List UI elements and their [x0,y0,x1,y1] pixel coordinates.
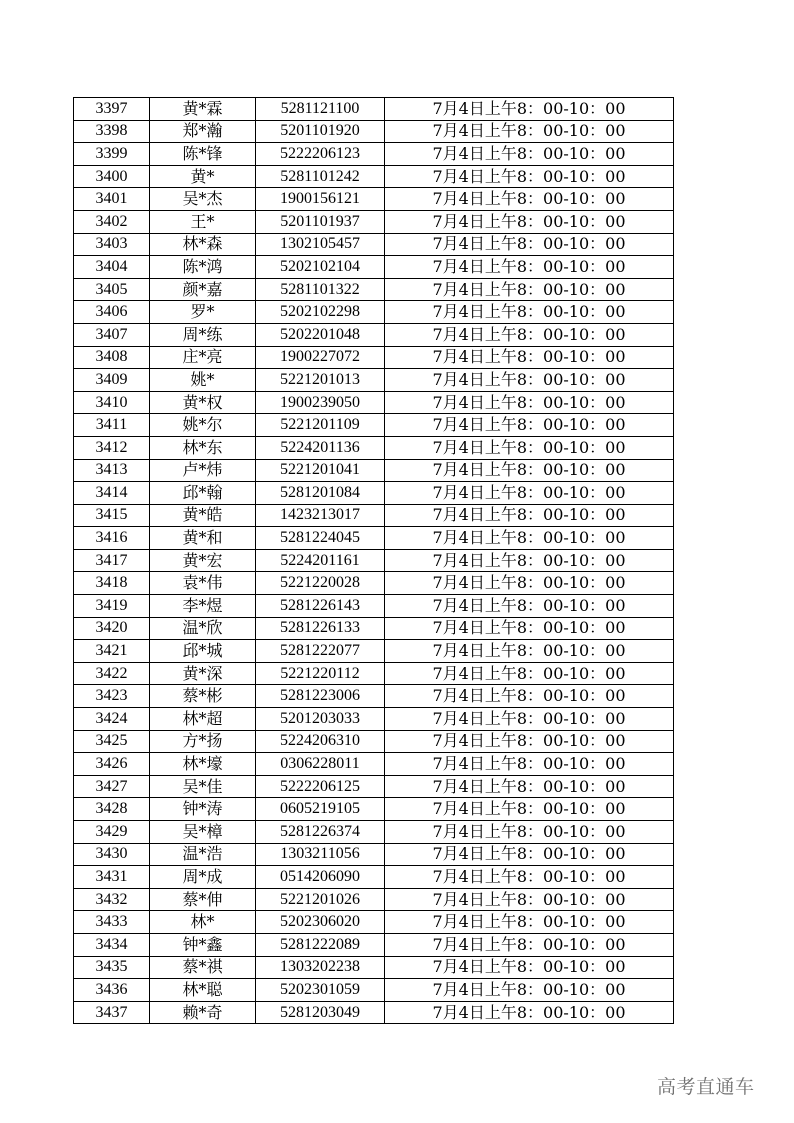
exam-time-cell: 7月4日上午8：00-10：00 [385,391,674,414]
table-row [74,933,674,956]
exam-time-cell: 7月4日上午8：00-10：00 [385,956,674,979]
row-number-cell: 3402 [74,210,150,233]
row-number-cell: 3414 [74,482,150,505]
exam-schedule-table [73,97,674,1024]
row-number-cell: 3422 [74,662,150,685]
name-cell: 黄*宏 [150,549,256,572]
exam-time-cell: 7月4日上午8：00-10：00 [385,210,674,233]
row-number-cell: 3437 [74,1001,150,1024]
row-number-cell: 3403 [74,233,150,256]
table-row [74,843,674,866]
table-row [74,730,674,753]
name-cell: 林*森 [150,233,256,256]
exam-time-cell: 7月4日上午8：00-10：00 [385,98,674,121]
row-number-cell: 3412 [74,436,150,459]
exam-time-cell: 7月4日上午8：00-10：00 [385,120,674,143]
row-number-cell: 3421 [74,640,150,663]
exam-time-cell: 7月4日上午8：00-10：00 [385,933,674,956]
table-row [74,866,674,889]
name-cell: 王* [150,210,256,233]
exam-time-cell: 7月4日上午8：00-10：00 [385,888,674,911]
id-cell: 5202301059 [256,979,385,1002]
id-cell: 1303211056 [256,843,385,866]
exam-time-cell: 7月4日上午8：00-10：00 [385,143,674,166]
exam-time-cell: 7月4日上午8：00-10：00 [385,414,674,437]
row-number-cell: 3409 [74,369,150,392]
exam-time-cell: 7月4日上午8：00-10：00 [385,595,674,618]
id-cell: 5224206310 [256,730,385,753]
name-cell: 颜*嘉 [150,278,256,301]
row-number-cell: 3434 [74,933,150,956]
exam-time-cell: 7月4日上午8：00-10：00 [385,482,674,505]
name-cell: 陈*锋 [150,143,256,166]
table-row [74,188,674,211]
table-row [74,346,674,369]
name-cell: 蔡*伸 [150,888,256,911]
name-cell: 郑*瀚 [150,120,256,143]
id-cell: 5201101920 [256,120,385,143]
table-row [74,165,674,188]
row-number-cell: 3399 [74,143,150,166]
name-cell: 吴*佳 [150,775,256,798]
name-cell: 黄*和 [150,527,256,550]
table-row [74,979,674,1002]
name-cell: 赖*奇 [150,1001,256,1024]
table-row [74,436,674,459]
id-cell: 5201101937 [256,210,385,233]
exam-time-cell: 7月4日上午8：00-10：00 [385,798,674,821]
table-row [74,662,674,685]
row-number-cell: 3426 [74,753,150,776]
id-cell: 5281223006 [256,685,385,708]
row-number-cell: 3420 [74,617,150,640]
row-number-cell: 3415 [74,504,150,527]
table-row [74,595,674,618]
table-row [74,549,674,572]
table-row [74,256,674,279]
name-cell: 陈*鸿 [150,256,256,279]
row-number-cell: 3423 [74,685,150,708]
row-number-cell: 3408 [74,346,150,369]
row-number-cell: 3436 [74,979,150,1002]
row-number-cell: 3398 [74,120,150,143]
table-row [74,888,674,911]
exam-time-cell: 7月4日上午8：00-10：00 [385,369,674,392]
id-cell: 5281101322 [256,278,385,301]
name-cell: 钟*鑫 [150,933,256,956]
table-row [74,911,674,934]
table-row [74,210,674,233]
name-cell: 姚*尔 [150,414,256,437]
name-cell: 吴*杰 [150,188,256,211]
exam-time-cell: 7月4日上午8：00-10：00 [385,527,674,550]
name-cell: 姚* [150,369,256,392]
exam-time-cell: 7月4日上午8：00-10：00 [385,911,674,934]
row-number-cell: 3429 [74,821,150,844]
exam-time-cell: 7月4日上午8：00-10：00 [385,504,674,527]
name-cell: 邱*翰 [150,482,256,505]
id-cell: 1423213017 [256,504,385,527]
table-row [74,617,674,640]
id-cell: 5281224045 [256,527,385,550]
id-cell: 0514206090 [256,866,385,889]
row-number-cell: 3411 [74,414,150,437]
row-number-cell: 3400 [74,165,150,188]
table-row [74,369,674,392]
name-cell: 林*聪 [150,979,256,1002]
exam-time-cell: 7月4日上午8：00-10：00 [385,617,674,640]
table-row [74,798,674,821]
id-cell: 5221220028 [256,572,385,595]
id-cell: 5281121100 [256,98,385,121]
name-cell: 卢*炜 [150,459,256,482]
exam-time-cell: 7月4日上午8：00-10：00 [385,708,674,731]
name-cell: 周*成 [150,866,256,889]
exam-time-cell: 7月4日上午8：00-10：00 [385,775,674,798]
exam-time-cell: 7月4日上午8：00-10：00 [385,640,674,663]
row-number-cell: 3419 [74,595,150,618]
row-number-cell: 3424 [74,708,150,731]
table-row [74,821,674,844]
table-row [74,323,674,346]
id-cell: 5202102104 [256,256,385,279]
name-cell: 林*东 [150,436,256,459]
id-cell: 0605219105 [256,798,385,821]
table-row [74,391,674,414]
row-number-cell: 3418 [74,572,150,595]
name-cell: 黄*霖 [150,98,256,121]
id-cell: 5281226143 [256,595,385,618]
row-number-cell: 3430 [74,843,150,866]
row-number-cell: 3401 [74,188,150,211]
name-cell: 邱*城 [150,640,256,663]
name-cell: 李*煜 [150,595,256,618]
exam-time-cell: 7月4日上午8：00-10：00 [385,662,674,685]
table-row [74,301,674,324]
table-row [74,98,674,121]
row-number-cell: 3427 [74,775,150,798]
id-cell: 5222206123 [256,143,385,166]
exam-time-cell: 7月4日上午8：00-10：00 [385,685,674,708]
exam-time-cell: 7月4日上午8：00-10：00 [385,549,674,572]
name-cell: 林*超 [150,708,256,731]
exam-time-cell: 7月4日上午8：00-10：00 [385,572,674,595]
row-number-cell: 3428 [74,798,150,821]
table-row [74,775,674,798]
table-row [74,708,674,731]
row-number-cell: 3425 [74,730,150,753]
table-row [74,278,674,301]
id-cell: 5221201109 [256,414,385,437]
id-cell: 5221220112 [256,662,385,685]
id-cell: 1302105457 [256,233,385,256]
name-cell: 吴*樟 [150,821,256,844]
id-cell: 5221201026 [256,888,385,911]
table-row [74,120,674,143]
table-row [74,572,674,595]
name-cell: 庄*亮 [150,346,256,369]
row-number-cell: 3432 [74,888,150,911]
row-number-cell: 3413 [74,459,150,482]
id-cell: 5224201136 [256,436,385,459]
name-cell: 林* [150,911,256,934]
exam-time-cell: 7月4日上午8：00-10：00 [385,256,674,279]
row-number-cell: 3433 [74,911,150,934]
exam-time-cell: 7月4日上午8：00-10：00 [385,188,674,211]
exam-time-cell: 7月4日上午8：00-10：00 [385,278,674,301]
name-cell: 钟*涛 [150,798,256,821]
row-number-cell: 3417 [74,549,150,572]
exam-time-cell: 7月4日上午8：00-10：00 [385,346,674,369]
id-cell: 0306228011 [256,753,385,776]
exam-time-cell: 7月4日上午8：00-10：00 [385,730,674,753]
name-cell: 罗* [150,301,256,324]
id-cell: 5281101242 [256,165,385,188]
watermark-text: 高考直通车 [657,1076,755,1098]
name-cell: 黄*皓 [150,504,256,527]
table-row [74,753,674,776]
exam-time-cell: 7月4日上午8：00-10：00 [385,323,674,346]
id-cell: 5222206125 [256,775,385,798]
name-cell: 袁*伟 [150,572,256,595]
name-cell: 蔡*彬 [150,685,256,708]
exam-time-cell: 7月4日上午8：00-10：00 [385,233,674,256]
exam-time-cell: 7月4日上午8：00-10：00 [385,753,674,776]
table-row [74,1001,674,1024]
name-cell: 温*欣 [150,617,256,640]
name-cell: 方*扬 [150,730,256,753]
name-cell: 周*练 [150,323,256,346]
id-cell: 5281226133 [256,617,385,640]
table-row [74,640,674,663]
row-number-cell: 3431 [74,866,150,889]
exam-time-cell: 7月4日上午8：00-10：00 [385,459,674,482]
id-cell: 5281222077 [256,640,385,663]
row-number-cell: 3416 [74,527,150,550]
id-cell: 5281226374 [256,821,385,844]
row-number-cell: 3406 [74,301,150,324]
id-cell: 5221201041 [256,459,385,482]
id-cell: 5202306020 [256,911,385,934]
exam-time-cell: 7月4日上午8：00-10：00 [385,165,674,188]
table-row [74,482,674,505]
row-number-cell: 3404 [74,256,150,279]
id-cell: 5201203033 [256,708,385,731]
id-cell: 1900227072 [256,346,385,369]
table-row [74,414,674,437]
table-row [74,527,674,550]
id-cell: 1900156121 [256,188,385,211]
table-row [74,143,674,166]
name-cell: 黄*深 [150,662,256,685]
exam-time-cell: 7月4日上午8：00-10：00 [385,1001,674,1024]
id-cell: 5281201084 [256,482,385,505]
table-row [74,459,674,482]
id-cell: 1900239050 [256,391,385,414]
table-row [74,685,674,708]
name-cell: 蔡*祺 [150,956,256,979]
exam-time-cell: 7月4日上午8：00-10：00 [385,301,674,324]
id-cell: 5224201161 [256,549,385,572]
id-cell: 5281203049 [256,1001,385,1024]
exam-time-cell: 7月4日上午8：00-10：00 [385,436,674,459]
name-cell: 林*壕 [150,753,256,776]
exam-time-cell: 7月4日上午8：00-10：00 [385,866,674,889]
table-row [74,504,674,527]
table-body [74,98,674,1024]
row-number-cell: 3407 [74,323,150,346]
exam-time-cell: 7月4日上午8：00-10：00 [385,843,674,866]
exam-time-cell: 7月4日上午8：00-10：00 [385,821,674,844]
row-number-cell: 3435 [74,956,150,979]
row-number-cell: 3397 [74,98,150,121]
row-number-cell: 3410 [74,391,150,414]
id-cell: 5221201013 [256,369,385,392]
id-cell: 5202102298 [256,301,385,324]
table-row [74,956,674,979]
exam-time-cell: 7月4日上午8：00-10：00 [385,979,674,1002]
name-cell: 黄* [150,165,256,188]
table-row [74,233,674,256]
name-cell: 温*浩 [150,843,256,866]
id-cell: 1303202238 [256,956,385,979]
id-cell: 5202201048 [256,323,385,346]
name-cell: 黄*权 [150,391,256,414]
row-number-cell: 3405 [74,278,150,301]
id-cell: 5281222089 [256,933,385,956]
